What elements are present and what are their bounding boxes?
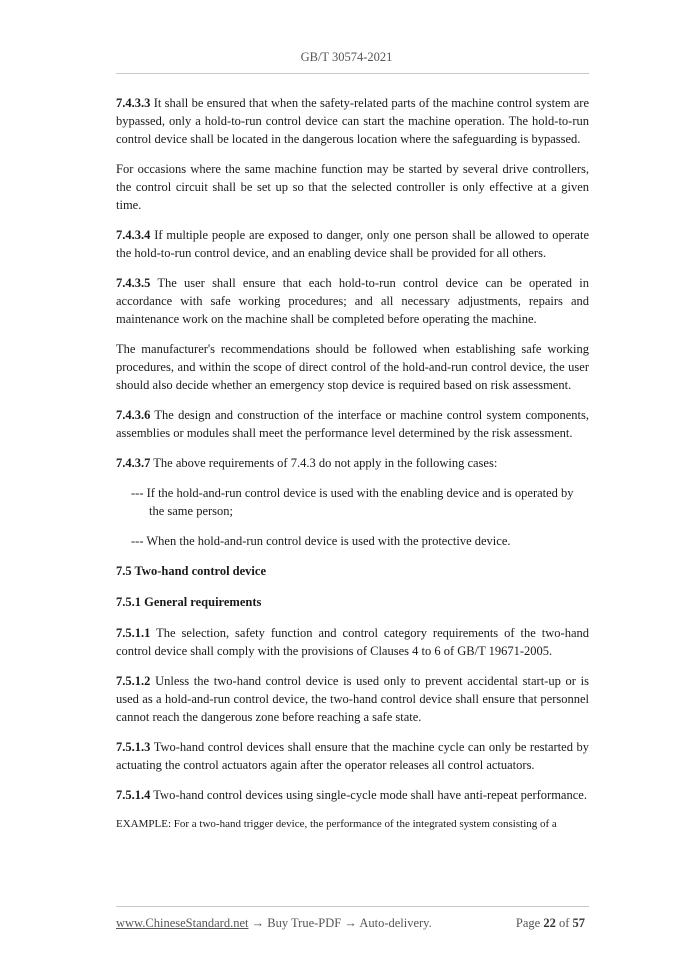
clause-number: 7.5.1.2 [116, 674, 151, 688]
clause-7-5-1-1 [116, 624, 589, 660]
clause-7-4-3-6 [116, 406, 589, 442]
arrow-icon: → [341, 916, 360, 930]
clause-7-4-3-3 [116, 94, 589, 148]
clause-text: Unless the two-hand control device is used only to prevent accidental start-up or is used as a hold-and-run control device, the two-hand control device shall ensure that personnel cannot reach the dangerous zone before reaching a safe state. [116, 674, 589, 724]
clause-7-4-3-5 [116, 274, 589, 328]
paragraph-text: For occasions where the same machine function may be started by several drive controllers, the control circuit shall be set up so that the selected controller is only effective at a given time. [116, 162, 589, 212]
subsection-heading [116, 593, 589, 611]
paragraph [116, 340, 589, 394]
clause-number: 7.4.3.6 [116, 408, 151, 422]
subsection-title: 7.5.1 General requirements [116, 595, 262, 609]
clause-text: The user shall ensure that each hold-to-run control device can be operated in accordance with safe working procedures; and all necessary adjustments, repairs and maintenance work on the machine shall be completed before operating the machine. [116, 276, 589, 326]
clause-number: 7.5.1.4 [116, 788, 151, 802]
page-current: 22 [543, 916, 556, 930]
page-label: Page [515, 916, 544, 930]
clause-text: It shall be ensured that when the safety-related parts of the machine control system are bypassed, only a hold-to-run control device can start the machine operation. The hold-to-run control device shall be located in the dangerous location where the safeguarding is bypassed. [116, 96, 589, 146]
clause-text: The selection, safety function and control category requirements of the two-hand control device shall comply with the provisions of Clauses 4 to 6 of GB/T 19671-2005. [116, 626, 589, 658]
section-title: 7.5 Two-hand control device [116, 564, 267, 578]
page-number [516, 916, 585, 931]
clause-number: 7.4.3.7 [116, 456, 151, 470]
page-total: 57 [572, 916, 585, 930]
arrow-icon: → [248, 916, 268, 930]
clause-number: 7.4.3.3 [116, 96, 151, 110]
section-heading [116, 562, 589, 580]
clause-text: Two-hand control devices shall ensure that the machine cycle can only be restarted by actuating the control actuators again after the operator releases all control actuators. [116, 740, 589, 772]
footer-promo [116, 916, 432, 931]
clause-text: The above requirements of 7.4.3 do not apply in the following cases: [150, 456, 498, 470]
standard-id: GB/T 30574-2021 [300, 50, 393, 64]
clause-7-5-1-2 [116, 672, 589, 726]
clause-7-4-3-7 [116, 454, 589, 472]
clause-number: 7.5.1.1 [116, 626, 151, 640]
clause-number: 7.4.3.5 [116, 276, 151, 290]
paragraph-text: The manufacturer's recommendations should be followed when establishing safe working procedures, and within the scope of direct control of the hold-and-run control device, the user should also decide whether an emergency stop device is required based on risk assessment. [116, 342, 589, 392]
buy-pdf-text: Buy True-PDF [267, 916, 342, 930]
header-divider [116, 73, 589, 74]
page-of: of [555, 916, 573, 930]
clause-text: Two-hand control devices using single-cycle mode shall have anti-repeat performance. [150, 788, 587, 802]
clause-7-5-1-4 [116, 786, 589, 804]
clause-text: The design and construction of the interface or machine control system components, assemblies or modules shall meet the performance level determined by the risk assessment. [116, 408, 589, 440]
example-note: EXAMPLE: For a two-hand trigger device, the performance of the integrated system consisting of a [116, 818, 557, 830]
auto-delivery-text: Auto-delivery. [359, 916, 432, 930]
site-link[interactable]: www.ChineseStandard.net [116, 916, 249, 930]
clause-number: 7.5.1.3 [116, 740, 151, 754]
document-body [116, 94, 589, 844]
paragraph [116, 160, 589, 214]
clause-7-5-1-3 [116, 738, 589, 774]
clause-7-4-3-4 [116, 226, 589, 262]
footer-divider [116, 906, 589, 907]
clause-text: If multiple people are exposed to danger, only one person shall be allowed to operate the hold-to-run control device, and an enabling device shall be provided for all others. [116, 228, 589, 260]
list-item: --- When the hold-and-run control device is used with the protective device. [131, 534, 511, 548]
page-header [0, 50, 693, 65]
list-item: --- If the hold-and-run control device is used with the enabling device and is operated by the same person; [131, 486, 574, 518]
clause-number: 7.4.3.4 [116, 228, 151, 242]
